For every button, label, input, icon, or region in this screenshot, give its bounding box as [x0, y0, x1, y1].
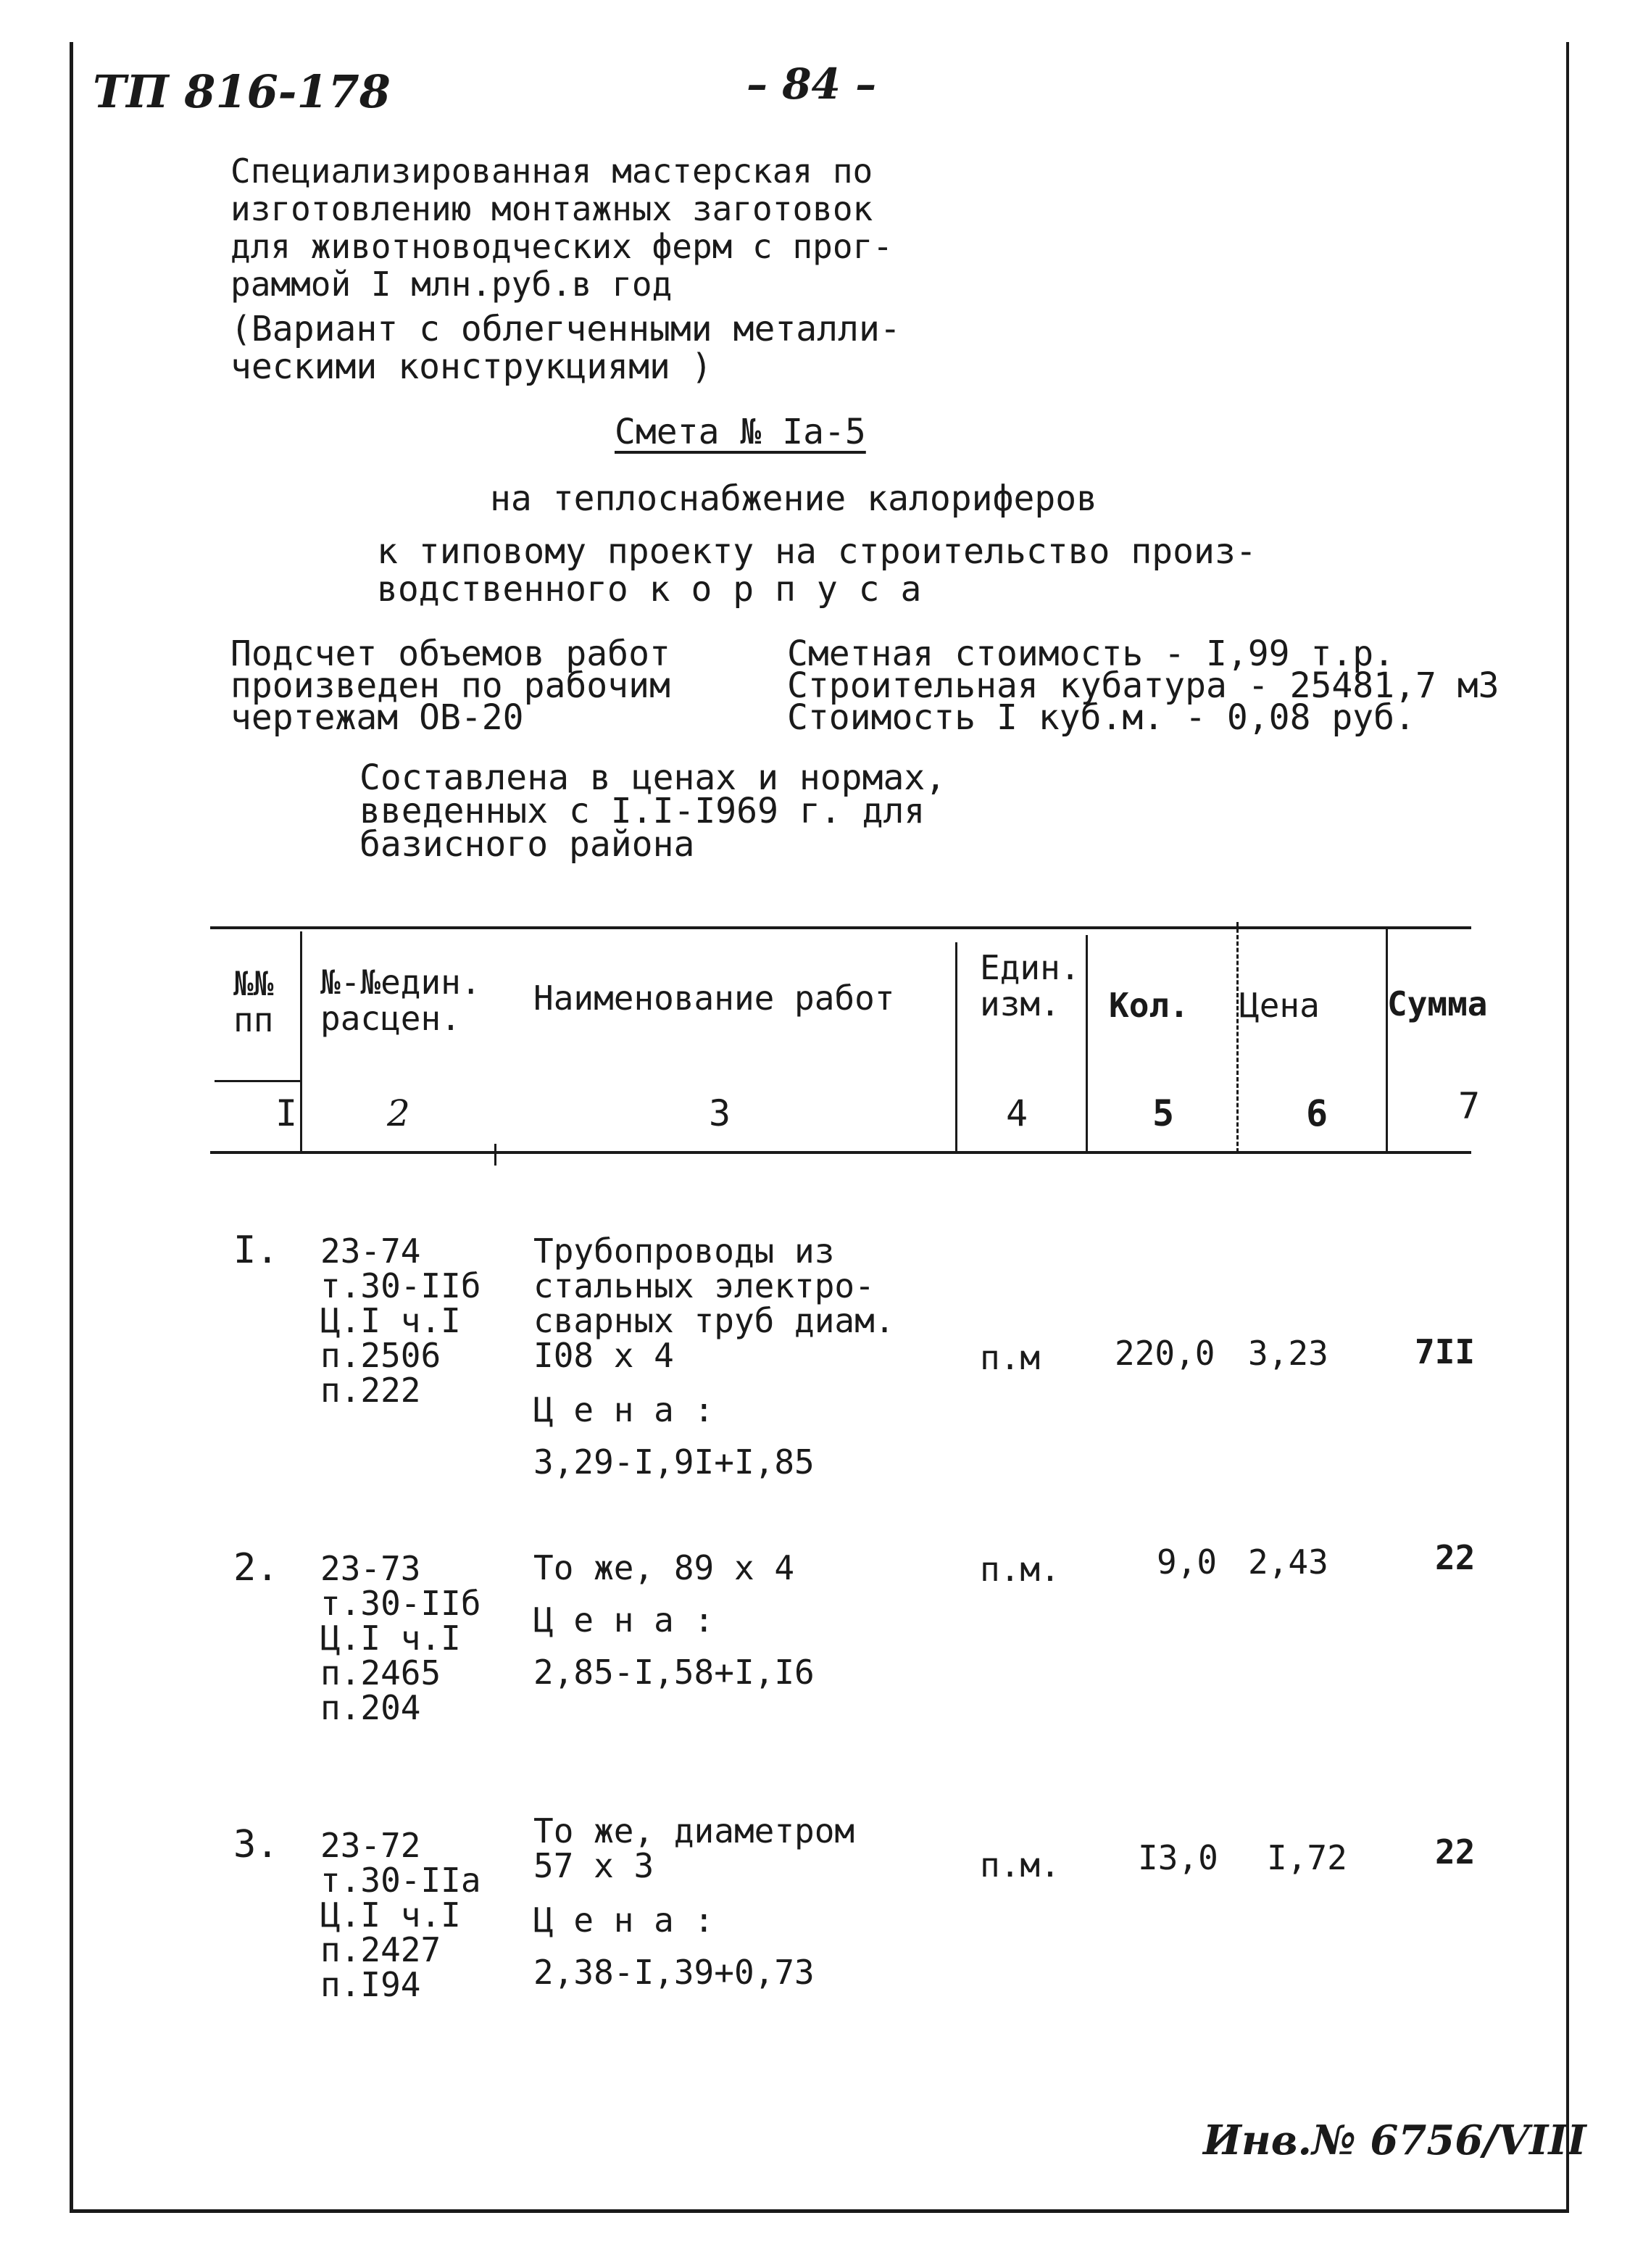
row1-price: 3,23 — [1248, 1334, 1328, 1373]
row3-price-formula: 2,38-I,39+0,73 — [533, 1953, 815, 1992]
colnum-1: I — [275, 1092, 298, 1134]
doc-code: ТП 816-178 — [93, 65, 391, 118]
row1-price-formula: 3,29-I,9I+I,85 — [533, 1442, 815, 1482]
th-price: Цена — [1239, 986, 1320, 1025]
th-row-number: №№ пп — [233, 964, 274, 1039]
row1-unit: п.м — [980, 1338, 1041, 1377]
col-tick — [494, 1144, 496, 1166]
row2-price: 2,43 — [1248, 1542, 1328, 1582]
row2-price-label: Ц е н а : — [533, 1600, 715, 1640]
table-header-rule — [210, 1151, 1471, 1154]
row2-name: То же, 89 х 4 — [533, 1548, 795, 1587]
row3-name: То же, диаметром 57 х 3 — [533, 1811, 855, 1885]
th-rate-code: №-№един. расцен. — [320, 963, 481, 1038]
estimate-number: Смета № Iа-5 — [615, 412, 866, 452]
col-divider-5 — [1236, 922, 1239, 1152]
estimate-subject: на теплоснабжение калориферов — [490, 478, 1098, 519]
col-divider-4 — [1086, 935, 1088, 1152]
row2-number: 2. — [233, 1546, 279, 1590]
th-unit: Един. изм. — [980, 948, 1081, 1023]
col-divider-3 — [955, 942, 957, 1152]
row3-number: 3. — [233, 1823, 279, 1866]
prices-note: Составлена в ценах и нормах, введенных с I.I-I969 г. для базисного района — [359, 757, 947, 865]
row1-number: I. — [233, 1229, 279, 1272]
colnum-2: 2 — [387, 1092, 410, 1134]
row2-quantity: 9,0 — [1157, 1542, 1218, 1582]
row3-unit: п.м. — [980, 1845, 1060, 1885]
volume-basis: Подсчет объемов работ произведен по рабочим чертежам ОВ-20 — [230, 634, 670, 738]
variant-note: (Вариант с облегченными металли- ческими конструкциями ) — [230, 309, 901, 387]
colnum-6: 6 — [1306, 1092, 1328, 1134]
cost-summary: Сметная стоимость - I,99 т.р. Строительная кубатура - 25481,7 м3 Стоимость I куб.м. - 0,08 руб. — [787, 634, 1500, 738]
col-divider-1 — [300, 931, 302, 1152]
row3-sum: 22 — [1435, 1832, 1476, 1872]
colnum-3: 3 — [709, 1092, 731, 1134]
project-reference: к типовому проекту на строительство произ- водственного к о р п у с а — [377, 531, 1257, 610]
th-quantity: Кол. — [1109, 986, 1189, 1025]
colnum-4: 4 — [1006, 1092, 1028, 1134]
project-description: Специализированная мастерская по изготовлению монтажных заготовок для животноводческих ферм с прог- раммой I млн.руб.в год — [230, 151, 893, 304]
row1-name: Трубопроводы из стальных электро- сварных труб диам. I08 х 4 — [533, 1231, 895, 1375]
colnum-5: 5 — [1152, 1092, 1175, 1134]
table-top-rule — [210, 926, 1471, 929]
row1-code: 23-74 т.30-IIб Ц.I ч.I п.2506 п.222 — [320, 1231, 481, 1410]
row2-code: 23-73 т.30-IIб Ц.I ч.I п.2465 п.204 — [320, 1549, 481, 1727]
row1-sum: 7II — [1415, 1332, 1476, 1371]
row3-quantity: I3,0 — [1138, 1838, 1218, 1877]
row1-price-label: Ц е н а : — [533, 1390, 715, 1429]
row1-quantity: 220,0 — [1115, 1334, 1215, 1373]
row2-price-formula: 2,85-I,58+I,I6 — [533, 1653, 815, 1692]
inventory-number: Инв.№ 6756/VIII — [1203, 2117, 1586, 2164]
colnum-rule — [215, 1080, 301, 1082]
col-divider-6 — [1386, 929, 1388, 1152]
row2-unit: п.м. — [980, 1550, 1060, 1589]
colnum-7: 7 — [1458, 1085, 1481, 1127]
row3-code: 23-72 т.30-IIа Ц.I ч.I п.2427 п.I94 — [320, 1826, 481, 2004]
row3-price-label: Ц е н а : — [533, 1901, 715, 1940]
th-sum: Сумма — [1387, 984, 1488, 1023]
row3-price: I,72 — [1267, 1838, 1347, 1877]
th-work-name: Наименование работ — [533, 979, 895, 1018]
page-number: – 84 – — [746, 59, 877, 109]
row2-sum: 22 — [1435, 1538, 1476, 1577]
